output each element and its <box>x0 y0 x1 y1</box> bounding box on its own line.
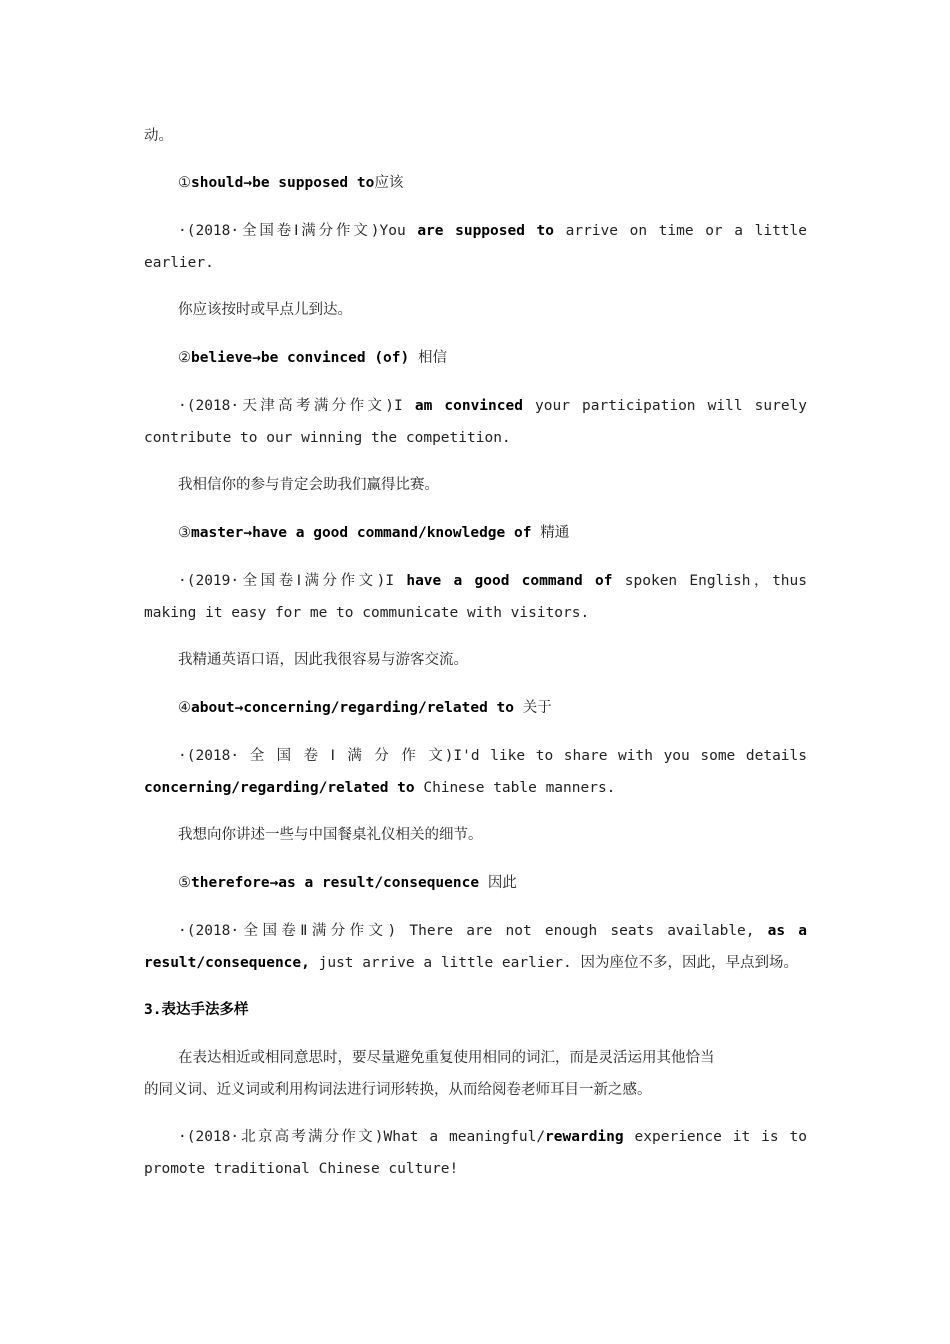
example-source: ·(2018·北京高考满分作文)What a meaningful/ <box>178 1129 546 1145</box>
example-text: earlier. <box>144 255 214 271</box>
example-sentence <box>178 396 807 416</box>
phrase-bold: about→concerning/regarding/related to <box>191 700 515 716</box>
phrase-translation: 因此 <box>479 875 517 891</box>
phrase-bold: are supposed to <box>417 223 555 239</box>
paragraph-text: 的同义词、近义词或利用构词法进行词形转换，从而给阅卷老师耳目一新之感。 <box>144 1082 652 1098</box>
example-text: contribute to our winning the competition. <box>144 430 511 446</box>
phrase-translation: 应该 <box>374 175 404 191</box>
item-number: ④ <box>178 700 191 716</box>
example-sentence <box>178 1127 807 1147</box>
item-number: ⑤ <box>178 875 191 891</box>
translation-line <box>178 650 807 670</box>
translation-text: 我相信你的参与肯定会助我们赢得比赛。 <box>178 477 439 493</box>
paragraph-line <box>144 1080 807 1100</box>
example-sentence <box>178 746 807 766</box>
phrase-bold: concerning/regarding/related to <box>144 780 415 796</box>
text-line <box>144 778 807 798</box>
phrase-translation: 精通 <box>531 525 570 541</box>
text-line <box>144 953 807 973</box>
example-text: experience it is to <box>623 1129 807 1145</box>
example-source: ·(2018·全国卷Ⅱ满分作文) There are not enough seats available, <box>178 923 768 939</box>
text-line <box>144 603 807 623</box>
phrase-bold: have a good command of <box>406 573 613 589</box>
phrase-bold: should→be supposed to <box>191 175 375 191</box>
example-text: ·(2018· 全 国 卷 Ⅰ 满 分 作 文)I'd like to share with you some details <box>178 748 807 764</box>
example-text: spoken English，thus <box>612 573 807 589</box>
translation-text: 我精通英语口语，因此我很容易与游客交流。 <box>178 652 468 668</box>
phrase-translation: 相信 <box>409 350 447 366</box>
section-heading-text: 3.表达手法多样 <box>144 1002 249 1018</box>
example-text: arrive on time or a little <box>554 223 807 239</box>
phrase-bold: master→have a good command/knowledge of <box>191 525 532 541</box>
example-text: promote traditional Chinese culture! <box>144 1161 459 1177</box>
text-fragment: 动。 <box>144 128 173 144</box>
text-line <box>144 253 807 273</box>
translation-text: 我想向你讲述一些与中国餐桌礼仪相关的细节。 <box>178 827 483 843</box>
example-source: ·(2018·全国卷Ⅰ满分作文)You <box>178 223 418 239</box>
example-text: Chinese table manners. <box>414 780 616 796</box>
example-sentence <box>178 571 807 591</box>
translation-line <box>178 825 807 845</box>
example-text: just arrive a little earlier. 因为座位不多，因此，早点到场。 <box>309 955 798 971</box>
section-heading <box>144 1000 807 1020</box>
example-text: making it easy for me to communicate with visitors. <box>144 605 590 621</box>
translation-line <box>178 475 807 495</box>
example-sentence <box>178 221 807 241</box>
phrase-translation: 关于 <box>514 700 552 716</box>
example-source: ·(2018·天津高考满分作文)I <box>178 398 415 414</box>
paragraph-text: 在表达相近或相同意思时，要尽量避免重复使用相同的词汇，而是灵活运用其他恰当 <box>178 1050 715 1066</box>
phrase-item-2 <box>178 348 807 368</box>
example-text: your participation will surely <box>522 398 808 414</box>
phrase-bold: believe→be convinced (of) <box>191 350 410 366</box>
translation-text: 你应该按时或早点儿到达。 <box>178 302 352 318</box>
example-sentence <box>178 921 807 941</box>
example-source: ·(2019·全国卷Ⅰ满分作文)I <box>178 573 407 589</box>
item-number: ① <box>178 175 191 191</box>
item-number: ② <box>178 350 191 366</box>
phrase-bold: rewarding <box>545 1129 624 1145</box>
item-number: ③ <box>178 525 191 541</box>
phrase-bold: as a <box>767 923 807 939</box>
phrase-item-3 <box>178 523 807 543</box>
text-line <box>144 126 807 146</box>
phrase-item-1 <box>178 173 807 193</box>
paragraph-line <box>178 1048 807 1068</box>
phrase-item-5 <box>178 873 807 893</box>
phrase-bold: therefore→as a result/consequence <box>191 875 480 891</box>
phrase-bold: am convinced <box>414 398 523 414</box>
phrase-item-4 <box>178 698 807 718</box>
text-line <box>144 428 807 448</box>
text-line <box>144 1159 807 1179</box>
translation-line <box>178 300 807 320</box>
phrase-bold: result/consequence, <box>144 955 310 971</box>
